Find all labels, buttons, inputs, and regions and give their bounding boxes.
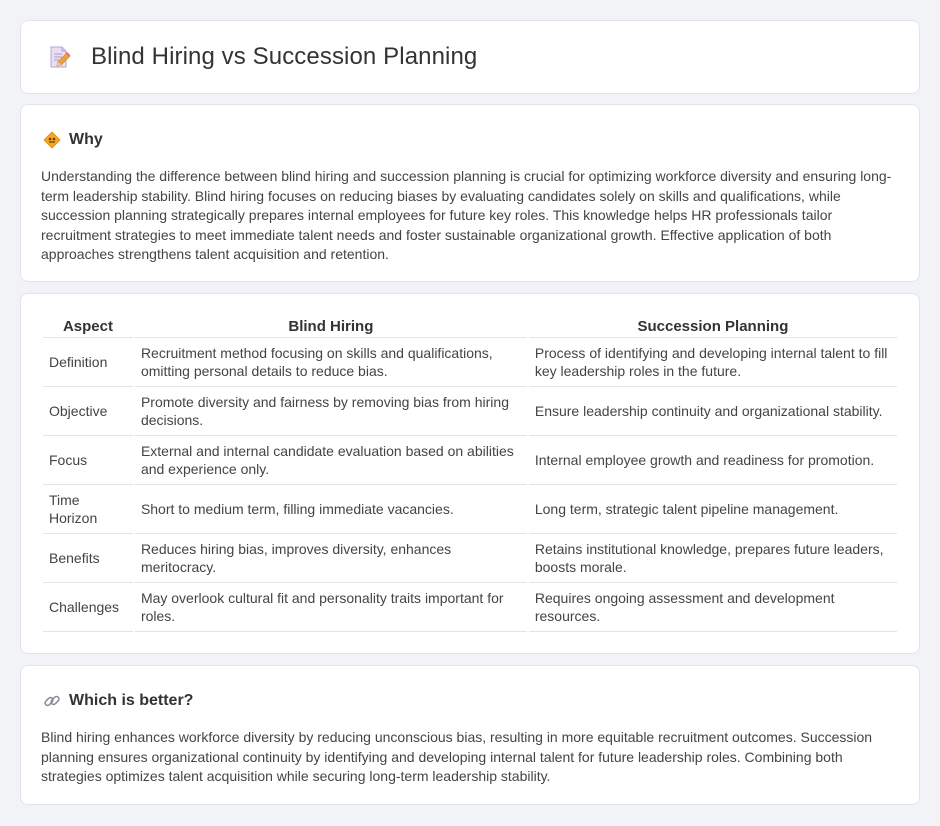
row-blind-hiring: Recruitment method focusing on skills and qualifications, omitting personal details to reduce bias. bbox=[135, 338, 527, 387]
table-header-row bbox=[43, 314, 897, 338]
link-icon bbox=[43, 692, 61, 710]
why-section bbox=[20, 104, 920, 282]
row-succession-planning: Long term, strategic talent pipeline management. bbox=[529, 485, 897, 534]
header-blind-hiring: Blind Hiring bbox=[135, 314, 527, 338]
which-is-better-section bbox=[20, 665, 920, 805]
table-row bbox=[43, 436, 897, 485]
row-blind-hiring: May overlook cultural fit and personality traits important for roles. bbox=[135, 583, 527, 632]
page-title: Blind Hiring vs Succession Planning bbox=[91, 43, 478, 70]
row-aspect: Benefits bbox=[43, 534, 133, 583]
table-row bbox=[43, 338, 897, 387]
row-aspect: Definition bbox=[43, 338, 133, 387]
header-succession-planning: Succession Planning bbox=[529, 314, 897, 338]
row-aspect: Challenges bbox=[43, 583, 133, 632]
document-edit-icon bbox=[47, 45, 71, 69]
which-is-better-heading: Which is better? bbox=[69, 692, 194, 709]
table-row bbox=[43, 534, 897, 583]
which-is-better-body: Blind hiring enhances workforce diversity by reducing unconscious bias, resulting in more equitable recruitment outcomes. Succession planning ensures organizational continuity by identifying and developing internal talent for future leadership roles. Combining both strategies optimizes talent acquisition while securing long-term leadership stability. bbox=[41, 729, 873, 784]
row-aspect: Time Horizon bbox=[43, 485, 133, 534]
diamond-sign-icon bbox=[43, 131, 61, 149]
row-blind-hiring: External and internal candidate evaluation based on abilities and experience only. bbox=[135, 436, 527, 485]
row-blind-hiring: Short to medium term, filling immediate vacancies. bbox=[135, 485, 527, 534]
row-blind-hiring: Promote diversity and fairness by removing bias from hiring decisions. bbox=[135, 387, 527, 436]
row-succession-planning: Requires ongoing assessment and development resources. bbox=[529, 583, 897, 632]
row-succession-planning: Process of identifying and developing internal talent to fill key leadership roles in the future. bbox=[529, 338, 897, 387]
table-row bbox=[43, 387, 897, 436]
row-succession-planning: Internal employee growth and readiness for promotion. bbox=[529, 436, 897, 485]
comparison-section bbox=[20, 293, 920, 654]
why-heading: Why bbox=[69, 131, 103, 148]
row-aspect: Focus bbox=[43, 436, 133, 485]
header-aspect: Aspect bbox=[43, 314, 133, 338]
header-card bbox=[20, 20, 920, 94]
why-body: Understanding the difference between blind hiring and succession planning is crucial for optimizing workforce diversity and ensuring long-term leadership stability. Blind hiring focuses on reducing biases by evaluating candidates solely on skills and qualifications, while succession planning strategically prepares internal employees for future key roles. This knowledge helps HR professionals tailor recruitment strategies to meet immediate talent needs and foster sustainable organizational growth. Effective application of both approaches strengthens talent acquisition and retention. bbox=[41, 168, 892, 262]
table-row bbox=[43, 485, 897, 534]
row-aspect: Objective bbox=[43, 387, 133, 436]
row-blind-hiring: Reduces hiring bias, improves diversity, enhances meritocracy. bbox=[135, 534, 527, 583]
row-succession-planning: Retains institutional knowledge, prepares future leaders, boosts morale. bbox=[529, 534, 897, 583]
table-row bbox=[43, 583, 897, 632]
row-succession-planning: Ensure leadership continuity and organizational stability. bbox=[529, 387, 897, 436]
comparison-table bbox=[41, 314, 899, 632]
